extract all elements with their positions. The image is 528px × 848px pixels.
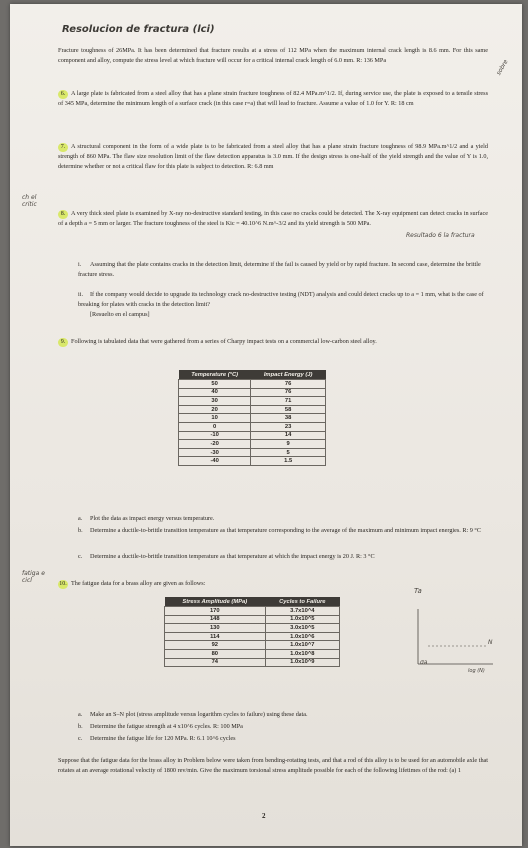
document-page — [10, 4, 522, 846]
question-11: Suppose that the fatigue data for the brass alloy in Problem below were taken from bending-rotating tests, and that a rod of this alloy is to be used for an automobile axle that rotates at an average rotational velocity of 1800 rev/min. Give the maximum torsional stress amplitude possible for each of the following lifetimes of the rod: (a) 1 — [58, 757, 488, 774]
question-10-part-a: a. Make an S–N plot (stress amplitude versus logarithm cycles to failure) using these data. — [78, 711, 308, 718]
cell: 58 — [251, 405, 326, 414]
part-text: Determine the fatigue life for 120 MPa. R: 6.1 10^6 cycles — [90, 735, 236, 742]
table-row — [179, 457, 326, 466]
cell: 0 — [179, 422, 251, 431]
part-text: Plot the data as impact energy versus temperature. — [90, 515, 215, 522]
sketch-top-label: Ta — [414, 587, 422, 595]
part-text: If the company would decide to upgrade its technology crack no-destructive testing (NDT) analysis and could detect cracks up to a = 1 mm, what is the case of breaking for plates with cracks in the detection limit? — [78, 291, 484, 308]
cell: -10 — [179, 431, 251, 440]
question-9-part-c: c. Determine a ductile-to-brittle transition temperature as that temperature at which the impact energy is 20 J. R: 3 °C — [78, 553, 375, 560]
table-row — [165, 624, 340, 633]
column-header: Stress Amplitude (MPa) — [165, 597, 266, 607]
question-text: A large plate is fabricated from a steel alloy that has a plane strain fracture toughness of 82.4 MPa.m^1/2. If, during service use, the plate is exposed to a tensile stress of 345 MPa, determine the minimum length of a surface crack (in this case r=a) that will lead to fracture. Assume a value of 1.0 for Y. R: 18 cm — [58, 90, 488, 107]
cell: 74 — [165, 658, 266, 667]
cell: -20 — [179, 440, 251, 449]
cell: 3.0x10^5 — [265, 624, 339, 633]
cell: 1.0x10^5 — [265, 615, 339, 624]
cell: 76 — [251, 388, 326, 397]
question-number: 7. — [58, 143, 68, 152]
table-row — [179, 414, 326, 423]
question-number: 10. — [59, 581, 67, 587]
cell: 1.0x10^7 — [265, 641, 339, 650]
charpy-table — [178, 370, 326, 466]
cell: 9 — [251, 440, 326, 449]
table-row — [179, 397, 326, 406]
table-row — [179, 380, 326, 389]
margin-note-fatigue: fatiga e cicl — [22, 570, 45, 584]
column-header: Temperature (°C) — [179, 370, 251, 380]
cell: 5 — [251, 448, 326, 457]
cell: 92 — [165, 641, 266, 650]
sketch-x-label: log (N) — [468, 668, 485, 674]
handwritten-sn-sketch — [408, 604, 498, 674]
question-9-part-a: a. Plot the data as impact energy versus temperature. — [78, 515, 215, 522]
cell: 1.5 — [251, 457, 326, 466]
cell: 10 — [179, 414, 251, 423]
table-row — [179, 440, 326, 449]
question-number: 8. — [58, 210, 68, 219]
cell: 14 — [251, 431, 326, 440]
cell: -40 — [179, 457, 251, 466]
fatigue-table — [164, 597, 340, 667]
cell: -30 — [179, 448, 251, 457]
table-row — [165, 607, 340, 616]
cell: 1.0x10^9 — [265, 658, 339, 667]
table-row — [179, 448, 326, 457]
table-row — [165, 632, 340, 641]
question-text: A very thick steel plate is examined by X-ray no-destructive standard testing, in this case no cracks could be detected. The X-ray equipment can detect cracks in surface of a depth a = 5 mm or larger. The fracture toughness of the steel is Kic = 40.10^6 N.m^-3/2 and its yield strength is 500 MPa. — [58, 210, 488, 227]
question-number: 9. — [58, 338, 68, 347]
cell: 114 — [165, 632, 266, 641]
part-text: Determine a ductile-to-brittle transition temperature as that temperature at which the impact energy is 20 J. R: 3 °C — [90, 553, 375, 560]
question-10 — [58, 579, 488, 589]
cell: 38 — [251, 414, 326, 423]
cell: 76 — [251, 380, 326, 389]
question-number: 6. — [58, 90, 68, 99]
column-header: Impact Energy (J) — [251, 370, 326, 380]
page-number: 2 — [262, 812, 266, 820]
cell: 148 — [165, 615, 266, 624]
margin-note-left: ch el critic — [22, 194, 37, 208]
question-6 — [58, 89, 488, 109]
side-note-q7: Resultado 6 la fractura — [406, 232, 475, 239]
sketch-curve-label: N — [488, 639, 493, 646]
question-text: The fatigue data for a brass alloy are given as follows: — [71, 580, 206, 587]
part-text: Assuming that the plate contains cracks in the detection limit, determine if the fail is caused by yield or by rapid fracture. In second case, determine the brittle fracture stress. — [78, 261, 481, 278]
table-row — [165, 615, 340, 624]
cell: 40 — [179, 388, 251, 397]
table-row — [165, 649, 340, 658]
cell: 71 — [251, 397, 326, 406]
cell: 80 — [165, 649, 266, 658]
table-row — [179, 422, 326, 431]
sketch-y-label: σa — [420, 659, 428, 666]
part-text: Make an S–N plot (stress amplitude versus logarithm cycles to failure) using these data. — [90, 711, 308, 718]
cell: 1.0x10^6 — [265, 632, 339, 641]
question-9-part-b: b. Determine a ductile-to-brittle transition temperature as that temperature corresponding to the average of the maximum and minimum impact energies. R: 9 °C — [78, 527, 482, 534]
question-8-part-i: i. Assuming that the plate contains cracks in the detection limit, determine if the fail is caused by yield or by rapid fracture. In second case, determine the brittle fracture stress. — [78, 261, 481, 278]
cell: 130 — [165, 624, 266, 633]
table-row — [165, 658, 340, 667]
question-8-part-ii: ii. If the company would decide to upgrade its technology crack no-destructive testing (NDT) analysis and could detect cracks up to a = 1 mm, what is the case of breaking for plates with cracks in the detection limit? [Resuelto en el campus] — [78, 290, 488, 320]
column-header: Cycles to Failure — [265, 597, 339, 607]
part-note: [Resuelto en el campus] — [90, 311, 150, 318]
cell: 50 — [179, 380, 251, 389]
cell: 1.0x10^8 — [265, 649, 339, 658]
question-7 — [58, 142, 488, 172]
table-row — [179, 388, 326, 397]
table-row — [165, 641, 340, 650]
question-text: A structural component in the form of a wide plate is to be fabricated from a steel alloy that has a plane strain fracture toughness of 98.9 MPa.m^1/2 and a yield strength of 860 MPa. The flaw size resolution limit of the flaw detection apparatus is 3.0 mm. If the design stress is one-half of the yield strength and the value of Y is 1.0, determine whether or not a critical flaw for this plate is subject to detection. R: 6.8 mm — [58, 143, 488, 170]
question-10-part-b: b. Determine the fatigue strength at 4 x10^6 cycles. R: 100 MPa — [78, 723, 243, 730]
handwritten-title: Resolucion de fractura (lci) — [62, 24, 215, 35]
cell: 170 — [165, 607, 266, 616]
cell: 20 — [179, 405, 251, 414]
question-text: Following is tabulated data that were gathered from a series of Charpy impact tests on a commercial low-carbon steel alloy. — [71, 338, 377, 345]
paragraph-fracture-toughness: Fracture toughness of 26MPa. It has been determined that fracture results at a stress of 112 MPa when the maximum internal crack length is 8.6 mm. For this same component and alloy, compute the stress level at which fracture will occur for a critical internal crack length of 6.0 mm. R: 136 MPa — [58, 47, 488, 64]
margin-note-right: sobre — [495, 58, 510, 77]
question-9 — [58, 337, 488, 347]
question-10-part-c: c. Determine the fatigue life for 120 MPa. R: 6.1 10^6 cycles — [78, 735, 236, 742]
part-text: Determine a ductile-to-brittle transition temperature as that temperature corresponding to the average of the maximum and minimum impact energies. R: 9 °C — [90, 527, 482, 534]
question-8 — [58, 209, 488, 229]
cell: 30 — [179, 397, 251, 406]
table-row — [179, 405, 326, 414]
table-row — [179, 431, 326, 440]
cell: 3.7x10^4 — [265, 607, 339, 616]
cell: 23 — [251, 422, 326, 431]
part-text: Determine the fatigue strength at 4 x10^6 cycles. R: 100 MPa — [90, 723, 243, 730]
